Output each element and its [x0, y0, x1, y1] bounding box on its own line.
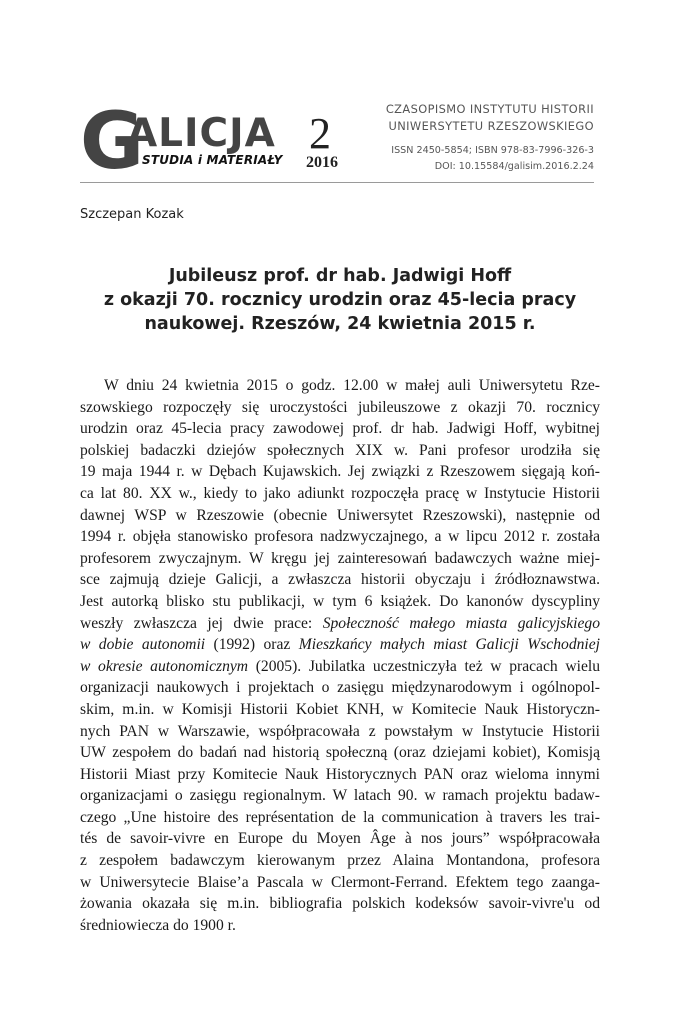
- book-title: w dobie autonomii: [80, 636, 206, 654]
- title-line: Jubileusz prof. dr hab. Jadwigi Hoff: [168, 266, 512, 286]
- title-line: naukowej. Rzeszów, 24 kwietnia 2015 r.: [144, 314, 536, 334]
- journal-header: [0, 0, 689, 185]
- journal-logo-name: ALICJA: [127, 111, 276, 156]
- text-line: UW zespołem do badań nad historią społeczną (oraz dziejami kobiet), Komisją: [80, 744, 600, 762]
- text-line: żowania okazała się m.in. bibliografia polskich kodeksów savoir-vivre'u od: [80, 895, 600, 913]
- text-line: szowskiego rozpoczęły się uroczystości jubileuszowe z okazji 70. rocznicy: [80, 398, 600, 416]
- text-line: [80, 656, 600, 678]
- institution-name: [386, 101, 594, 135]
- text-line: urodzin oraz 45-lecia pracy zawodowej prof. dr hab. Jadwigi Hoff, wybitnej: [80, 420, 600, 438]
- text-line: skim, m.in. w Komisji Historii Kobiet KNH, w Komitecie Nauk Historyczn-: [80, 700, 600, 718]
- text-line: [80, 634, 600, 656]
- text-line: tés de savoir-vivre en Europe du Moyen Âge à nos jours” współpracowała: [80, 830, 600, 848]
- text-line: polskiej badaczki dziejów społecznych XIX w. Pani profesor urodziła się: [80, 441, 600, 459]
- institution-line-2: UNIWERSYTETU RZESZOWSKIEGO: [388, 119, 594, 133]
- title-line: z okazji 70. rocznicy urodzin oraz 45-lecia pracy: [103, 290, 577, 310]
- text-line: czego „Une histoire des représentation de la communication à travers les trai-: [80, 808, 600, 826]
- text-line: organizacji naukowych i projektach o zasięgu międzynarodowym i ogólnopol-: [80, 679, 600, 697]
- article-body: [80, 375, 600, 936]
- text-line: sce zajmują dzieje Galicji, a zwłaszcza historii obyczaju i źródłoznawstwa.: [80, 571, 600, 589]
- text-line: ca lat 80. XX w., kiedy to jako adiunkt rozpoczęła pracę w Instytucie Historii: [80, 484, 600, 502]
- book-title: w okresie autonomicznym: [80, 657, 249, 675]
- institution-line-1: CZASOPISMO INSTYTUTU HISTORII: [385, 102, 594, 116]
- article-title: [100, 264, 580, 336]
- issue-number: 2: [309, 109, 331, 158]
- text-line: organizacjami o zasięgu regionalnym. W latach 90. w ramach projektu badaw-: [80, 787, 600, 805]
- text-line: profesorem zwyczajnym. W kręgu jej zainteresowań badawczych ważne miej-: [80, 549, 600, 567]
- text-segment: (1992) oraz: [205, 636, 299, 654]
- article-author: Szczepan Kozak: [80, 207, 184, 222]
- identifiers: [391, 143, 594, 175]
- issn-isbn: ISSN 2450-5854; ISBN 978-83-7996-326-3: [391, 145, 594, 156]
- journal-logo-subtitle: STUDIA i MATERIAŁY: [142, 153, 283, 167]
- text-segment: weszły zwłaszcza jej dwie prace:: [80, 614, 323, 632]
- text-line: z zespołem badawczym kierowanym przez Alaina Montandona, profesora: [80, 852, 600, 870]
- text-line: nych PAN w Warszawie, współpracowała z powstałym w Instytucie Historii: [80, 722, 600, 740]
- book-title: Społeczność małego miasta galicyjskiego: [322, 614, 600, 632]
- text-line: Jest autorką blisko stu publikacji, w tym 6 książek. Do kanonów dyscypliny: [80, 592, 600, 610]
- doi: DOI: 10.15584/galisim.2016.2.24: [434, 161, 594, 172]
- text-segment: (2005). Jubilatka uczestniczyła też w pracach wielu: [248, 657, 600, 675]
- text-line: w Uniwersytecie Blaise’a Pascala w Clermont-Ferrand. Efektem tego zaanga-: [80, 873, 600, 891]
- text-line: dawnej WSP w Rzeszowie (obecnie Uniwersytet Rzeszowski), następnie od: [80, 506, 600, 524]
- text-line: 1994 r. objęła stanowisko profesora nadzwyczajnego, a w lipcu 2012 r. została: [80, 528, 600, 546]
- text-line: W dniu 24 kwietnia 2015 o godz. 12.00 w małej auli Uniwersytetu Rze-: [104, 377, 600, 394]
- header-divider: [80, 182, 594, 183]
- text-line: średniowiecza do 1900 r.: [80, 916, 236, 934]
- text-line: 19 maja 1944 r. w Dębach Kujawskich. Jej związki z Rzeszowem sięgają koń-: [80, 463, 600, 481]
- journal-logo-initial: G: [80, 97, 143, 187]
- text-line: [80, 613, 600, 635]
- issue-year: 2016: [306, 154, 338, 171]
- book-title: Mieszkańcy małych miast Galicji Wschodniej: [298, 636, 601, 654]
- text-line: Historii Miast przy Komitecie Nauk Historycznych PAN oraz wieloma innymi: [80, 765, 600, 783]
